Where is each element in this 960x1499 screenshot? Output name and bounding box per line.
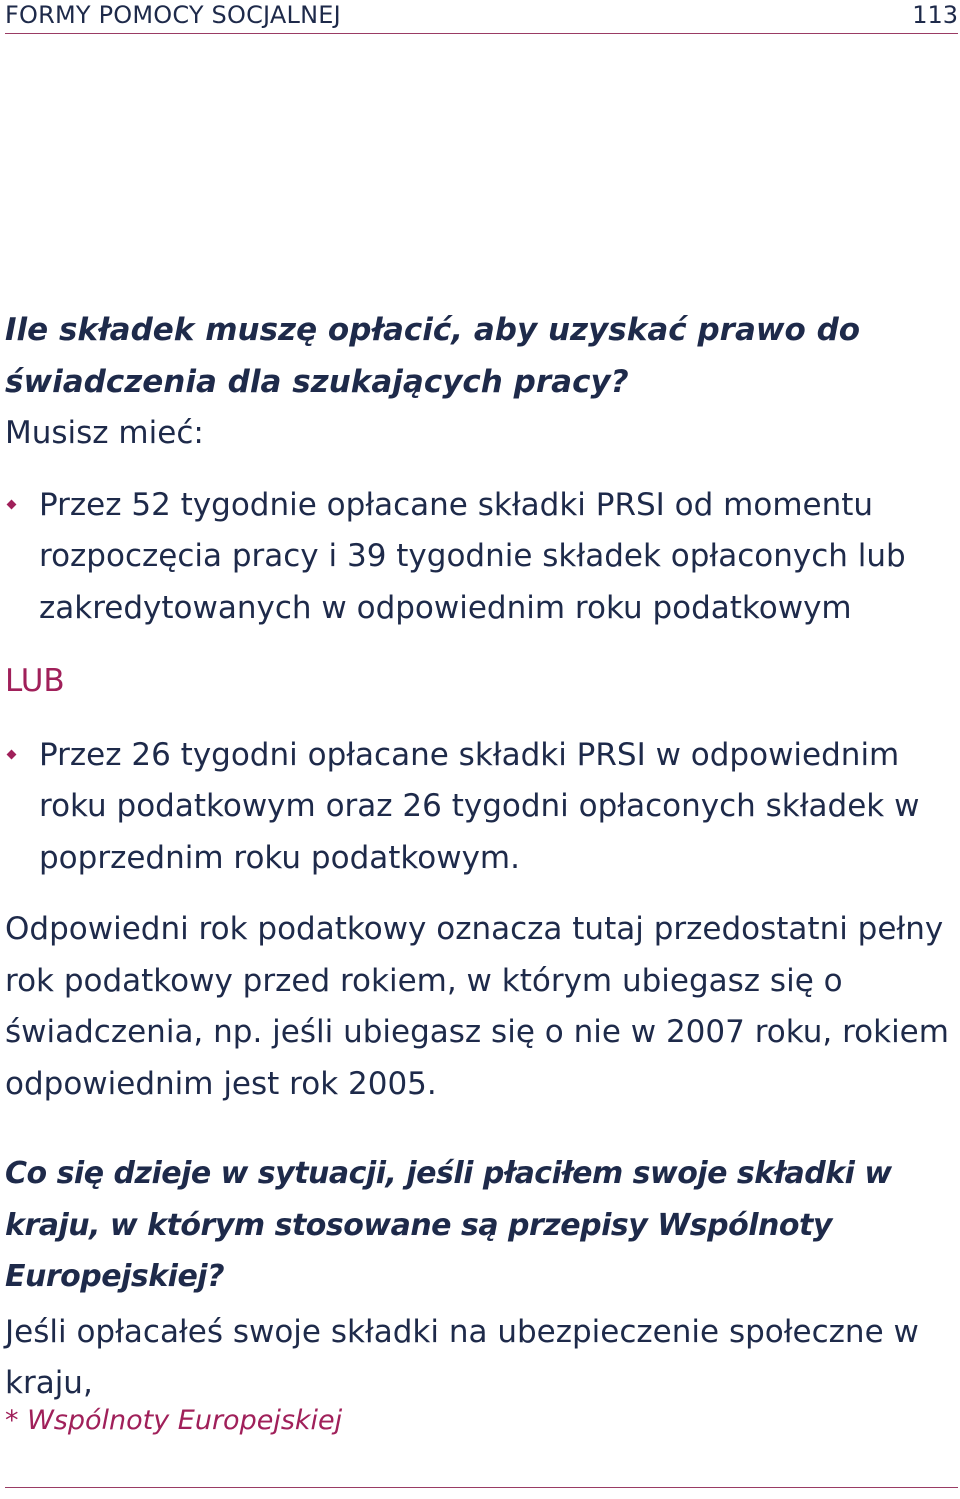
or-separator: LUB [5, 663, 65, 699]
bottom-divider [5, 1487, 958, 1488]
intro-text: Musisz mieć: [5, 415, 204, 451]
page-number: 113 [912, 1, 958, 29]
bullet-text-1: Przez 52 tygodnie opłacane składki PRSI od momentu rozpoczęcia pracy i 39 tygodnie składek opłaconych lub zakredytowanych w odpowiednim roku podatkowym [39, 486, 906, 626]
list-item [5, 730, 955, 885]
page-header [5, 0, 958, 34]
diamond-bullet-icon [7, 499, 17, 509]
list-item [5, 480, 955, 635]
page-content [5, 305, 955, 1410]
diamond-bullet-icon [7, 749, 17, 759]
explanation-paragraph: Odpowiedni rok podatkowy oznacza tutaj przedostatni pełny rok podatkowy przed rokiem, w którym ubiegasz się o świadczenia, np. jeśli ubiegasz się o nie w 2007 roku, rokiem odpowiednim jest rok 2005. [5, 911, 949, 1102]
answer-paragraph: Jeśli opłacałeś swoje składki na ubezpieczenie społeczne w kraju, [5, 1313, 919, 1401]
footnote: * Wspólnoty Europejskiej [5, 1405, 343, 1436]
running-title: FORMY POMOCY SOCJALNEJ [5, 1, 341, 29]
bullet-text-2: Przez 26 tygodni opłacane składki PRSI w odpowiednim roku podatkowym oraz 26 tygodni opłaconych składek w poprzednim roku podatkowym. [39, 736, 920, 876]
question-heading-2: Co się dzieje w sytuacji, jeśli płaciłem swoje składki w kraju, w którym stosowane są przepisy Wspólnoty Europejskiej? [5, 1156, 892, 1294]
requirements-list-2 [5, 730, 955, 885]
requirements-list [5, 480, 955, 635]
question-heading-1: Ile składek muszę opłacić, aby uzyskać prawo do świadczenia dla szukających pracy? [5, 312, 861, 400]
